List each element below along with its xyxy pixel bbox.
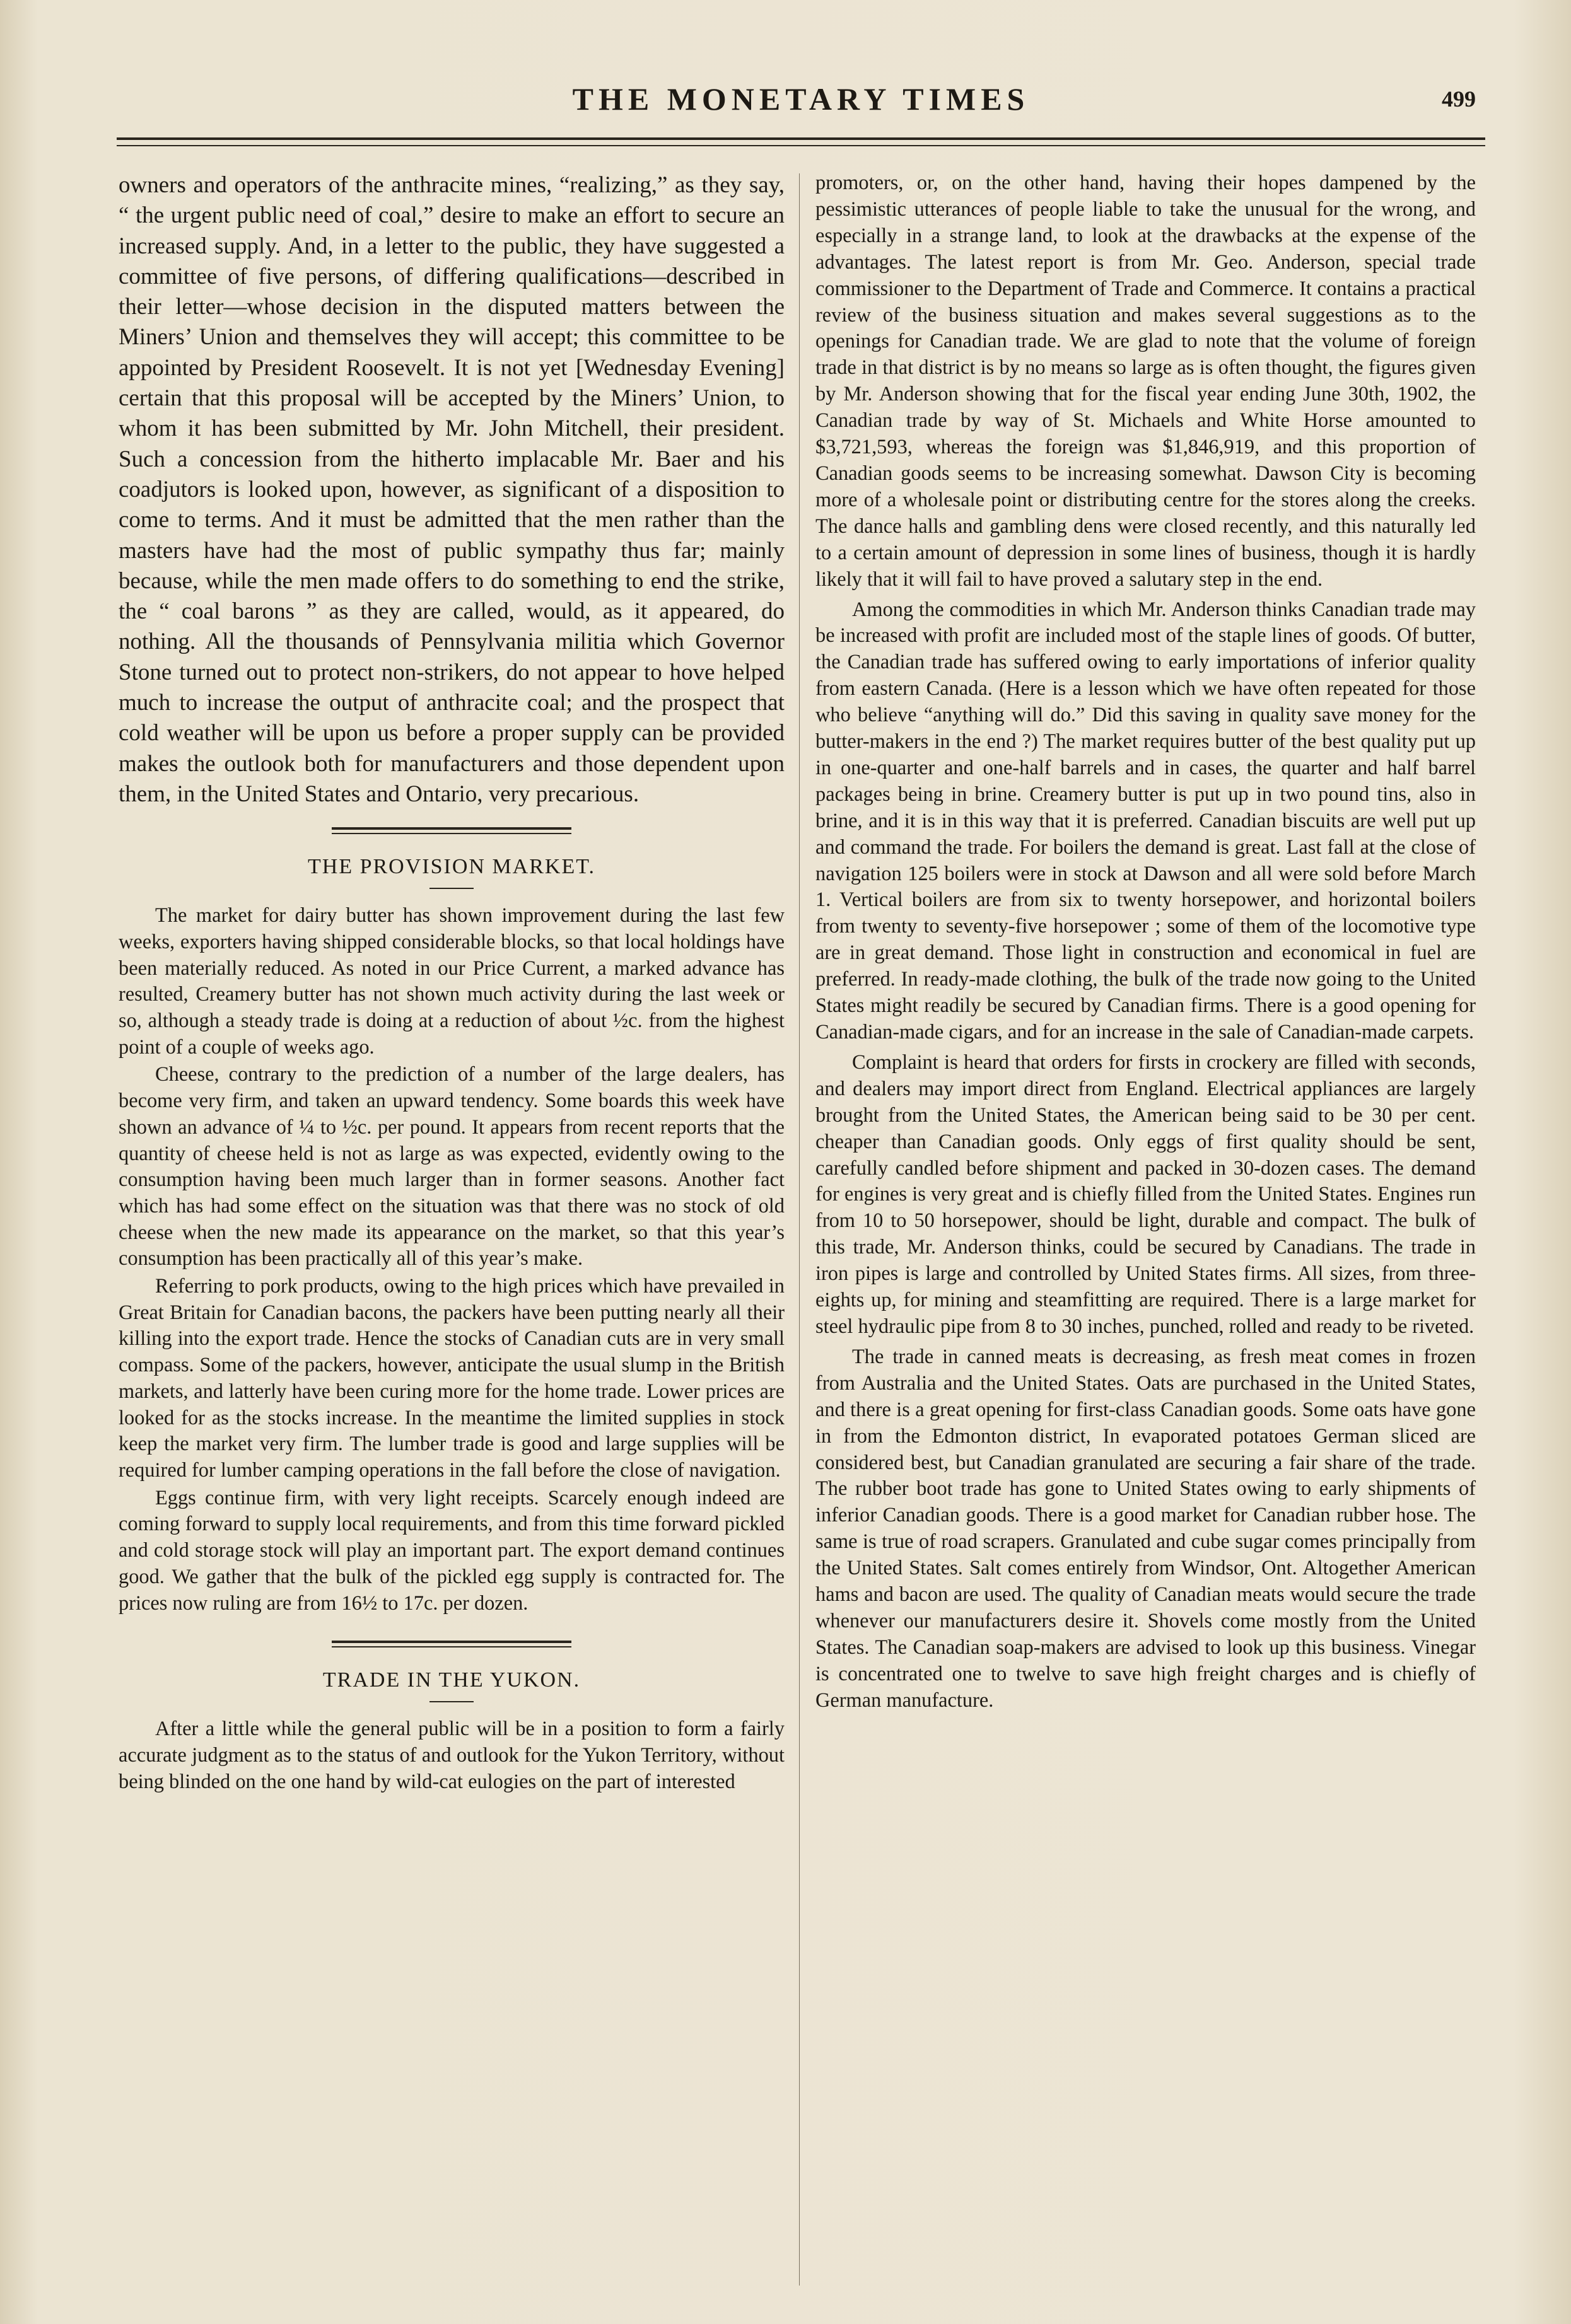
yukon-paragraph: After a little while the general public will be in a position to form a fairly accurate judgment as to the status of and outlook for the Yukon Territory, without being blinded on the one hand by wild-cat eulogies on the part of interested xyxy=(119,1717,785,1793)
publication-title: THE MONETARY TIMES xyxy=(572,81,1030,117)
provision-paragraph-butter: The market for dairy butter has shown improvement during the last few weeks, exporters having shipped considerable blocks, so that local holdings have been materially reduced. As noted in our Price Current, a marked advance has resulted, Creamery butter has not shown much activity during the last week or so, although a steady trade is doing at a reduction of about ½c. from the highest point of a couple of weeks ago. xyxy=(119,904,785,1059)
provision-market-heading: THE PROVISION MARKET. xyxy=(308,855,595,879)
heading-rule xyxy=(429,1701,474,1702)
section-separator xyxy=(332,826,571,837)
section-separator xyxy=(332,1639,571,1651)
provision-paragraph-eggs: Eggs continue firm, with very light receipts. Scarcely enough indeed are coming forward to supply local requirements, and from this time forward pickled and cold storage stock will play an important part. The export demand continues good. We gather that the bulk of the pickled egg supply is contracted for. The prices now ruling are from 16½ to 17c. per dozen. xyxy=(119,1486,785,1615)
yukon-heading: TRADE IN THE YUKON. xyxy=(322,1668,581,1692)
provision-paragraph-cheese: Cheese, contrary to the prediction of a number of the large dealers, has become very firm, and taken an upward tendency. Some boards this week have shown an advance of ¼ to ½c. per pound. It appears from recent reports that the quantity of cheese held is not as large as was expected, evidently owing to the consumption having been much larger than in former seasons. Another fact which has had some effect on the situation was that there was no stock of old cheese when the new made its appearance on the market, so that this year’s consumption has been practically all of this year’s make. xyxy=(119,1063,785,1270)
column-divider xyxy=(799,173,800,2286)
right-column xyxy=(815,170,1476,1718)
masthead-rule-thin xyxy=(117,145,1485,146)
page-number: 499 xyxy=(1442,86,1476,112)
masthead-rule xyxy=(117,137,1485,140)
yukon-complaint-paragraph: Complaint is heard that orders for firsts in crockery are filled with seconds, and dealers may import direct from England. Electrical appliances are largely brought from the United States, the American being said to be 30 per cent. cheaper than Canadian goods. Only eggs of first quality should be sent, carefully candled before shipment and packed in 30-dozen cases. The demand for engines is very great and is chiefly filled from the United States. Engines run from 10 to 50 horsepower, should be light, durable and compact. The bulk of this trade, Mr. Anderson thinks, could be secured by Canadians. The trade in iron pipes is large and controlled by United States firms. All sizes, from three-eights up, for mining and steamfitting are required. There is a large market for steel hydraulic pipe from 8 to 30 inches, punched, rolled and ready to be riveted. xyxy=(815,1050,1476,1338)
yukon-continued-paragraph: promoters, or, on the other hand, having their hopes dampened by the pessimistic utterances of people liable to take the unusual for the wrong, and especially in a strange land, to look at the drawbacks at the expense of the advantages. The latest report is from Mr. Geo. Anderson, special trade commissioner to the Department of Trade and Commerce. It contains a practical review of the business situation and makes several suggestions as to the openings for Canadian trade. We are glad to note that the volume of foreign trade in that district is by no means so large as is often thought, the figures given by Mr. Anderson showing that for the fiscal year ending June 30th, 1902, the Canadian trade by way of St. Michaels and White Horse amounted to $3,721,593, whereas the foreign was $1,846,919, and this proportion of Canadian goods seems to be increasing somewhat. Dawson City is becoming more of a wholesale point or distributing centre for the stores along the creeks. The dance halls and gambling dens were closed recently, and this naturally led to a certain amount of depression in some lines of business, though it is hardly likely that it will fail to have proved a salutary step in the end. xyxy=(815,171,1476,591)
heading-rule xyxy=(429,888,474,889)
provision-paragraph-pork: Referring to pork products, owing to the high prices which have prevailed in Great Britain for Canadian bacons, the packers have been putting nearly all their killing into the export trade. Hence the stocks of Canadian cuts are in very small compass. Some of the packers, however, anticipate the usual slump in the British markets, and latterly have been curing more for the home trade. Lower prices are looked for as the stocks increase. In the meantime the limited supplies in stock keep the market very firm. The lumber trade is good and large supplies will be required for lumber camping operations in the fall before the close of navigation. xyxy=(119,1275,785,1482)
masthead xyxy=(114,81,1488,131)
left-column xyxy=(119,170,785,1796)
coal-strike-paragraph: owners and operators of the anthracite mines, “realizing,” as they say, “ the urgent public need of coal,” desire to make an effort to secure an increased supply. And, in a letter to the public, they have suggested a committee of five persons, of differing qualifications—described in their letter—whose decision in the disputed matters between the Miners’ Union and themselves they will accept; this committee to be appointed by President Roosevelt. It is not yet [Wednesday Evening] certain that this proposal will be accepted by the Miners’ Union, to whom it has been submitted by Mr. John Mitchell, their president. Such a concession from the hitherto implacable Mr. Baer and his coadjutors is looked upon, however, as significant of a disposition to come to terms. And it must be admitted that the men rather than the masters have had the most of public sympathy thus far; mainly because, while the men made offers to do something to end the strike, the “ coal barons ” as they are called, would, as it appeared, do nothing. All the thousands of Pennsylvania militia which Governor Stone turned out to protect non-strikers, do not appear to hove helped much to increase the output of anthracite coal; and the prospect that cold weather will be upon us before a proper supply can be provided makes the outlook both for manufacturers and those dependent upon them, in the United States and Ontario, very precarious. xyxy=(119,172,785,807)
yukon-canned-meats-paragraph: The trade in canned meats is decreasing, as fresh meat comes in frozen from Australia and the United States. Oats are purchased in the United States, and there is a great opening for first-class Canadian goods. Some oats have gone in from the Edmonton district, In evaporated potatoes German sliced are considered best, but Canadian granulated are securing a fair share of the trade. The rubber boot trade has gone to United States owing to early shipments of inferior Canadian goods. There is a good market for Canadian rubber hose. The same is true of road scrapers. Granulated and cube sugar comes principally from the United States. Salt comes entirely from Windsor, Ont. Altogether American hams and bacon are used. The quality of Canadian meats would secure the trade whenever our manufacturers desire it. Shovels come mostly from the United States. The Canadian soap-makers are advised to look up this business. Vinegar is concentrated one to twelve to save high freight charges and is chiefly of German manufacture. xyxy=(815,1345,1476,1712)
yukon-commodities-paragraph: Among the commodities in which Mr. Anderson thinks Canadian trade may be increased with profit are included most of the staple lines of goods. Of butter, the Canadian trade has suffered owing to early importations of inferior quality from eastern Canada. (Here is a lesson which we have often repeated for those who believe “anything will do.” Did this saving in quality save money for the butter-makers in the end ?) The market requires butter of the best quality put up in one-quarter and one-half barrels and in cases, the quarter and half barrel packages being in brine. Creamery butter is put up in two pound tins, also in brine, and it is in this way that it is preferred. Canadian biscuits are well put up and command the trade. For boilers the demand is great. Last fall at the close of navigation 125 boilers were in stock at Dawson and all were sold before March 1. Vertical boilers are from six to twenty horsepower, and horizontal boilers from twenty to seventy-five horsepower ; some of them of the locomotive type are in great demand. Those light in construction and economical in fuel are preferred. In ready-made clothing, the bulk of the trade now going to the United States might readily be secured by Canadian firms. There is a good opening for Canadian-made cigars, and for an increase in the sale of Canadian-made carpets. xyxy=(815,598,1476,1043)
